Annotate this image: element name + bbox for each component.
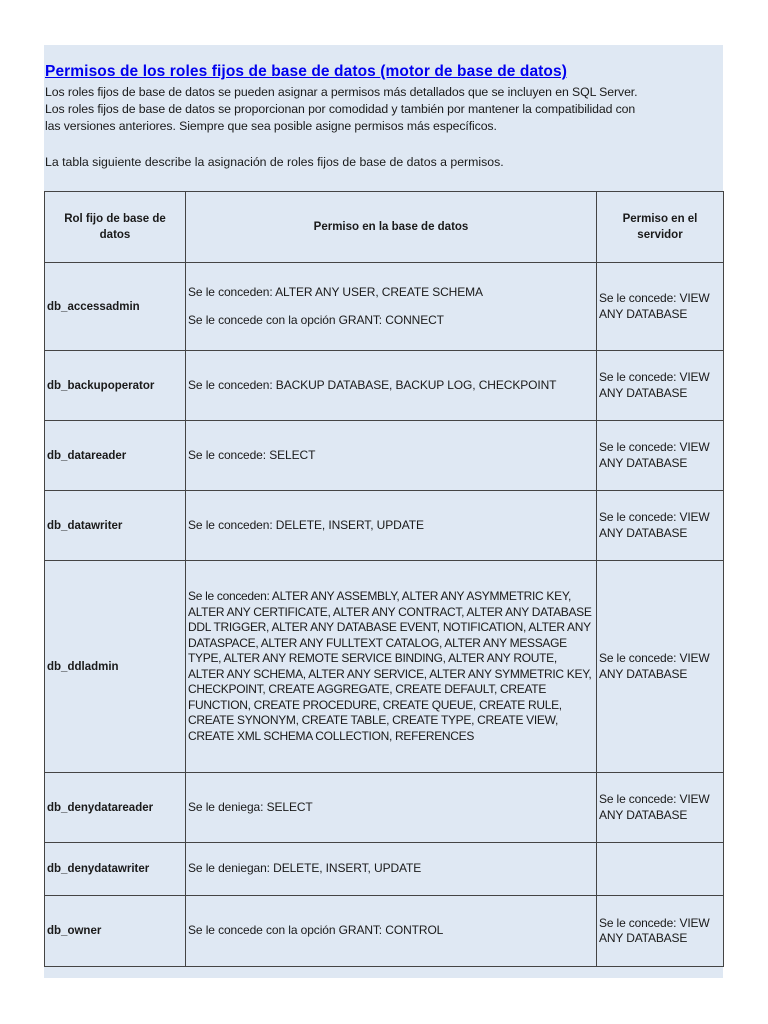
table-header-row <box>45 192 724 263</box>
role-name: db_denydatawriter <box>45 843 186 896</box>
table-row <box>45 773 724 843</box>
table-row <box>45 491 724 561</box>
table-row <box>45 421 724 491</box>
intro-line: Los roles fijos de base de datos se proporcionan por comodidad y también por mantener la compatibilidad con <box>45 102 636 116</box>
server-permission: Se le concede: VIEW ANY DATABASE <box>597 421 724 491</box>
server-permission: Se le concede: VIEW ANY DATABASE <box>597 896 724 967</box>
intro-paragraph <box>45 84 725 135</box>
db-permission-text: Se le conceden: DELETE, INSERT, UPDATE <box>186 491 597 561</box>
db-permission-cell <box>186 263 597 351</box>
table-row <box>45 843 724 896</box>
server-permission: Se le concede: VIEW ANY DATABASE <box>597 561 724 773</box>
page-title-link[interactable]: Permisos de los roles fijos de base de datos (motor de base de datos) <box>45 63 567 80</box>
db-permission-text: Se le conceden: ALTER ANY USER, CREATE SCHEMA <box>188 284 483 299</box>
header-server-permission: Permiso en el servidor <box>597 192 724 263</box>
table-row <box>45 896 724 967</box>
db-permission-text: Se le deniega: SELECT <box>186 773 597 843</box>
db-permission-text: Se le deniegan: DELETE, INSERT, UPDATE <box>186 843 597 896</box>
table-row <box>45 263 724 351</box>
db-permission-text: Se le concede con la opción GRANT: CONNECT <box>188 313 444 327</box>
header-db-permission: Permiso en la base de datos <box>186 192 597 263</box>
role-name: db_owner <box>45 896 186 967</box>
server-permission: Se le concede: VIEW ANY DATABASE <box>597 351 724 421</box>
role-name: db_backupoperator <box>45 351 186 421</box>
role-name: db_datawriter <box>45 491 186 561</box>
role-name: db_datareader <box>45 421 186 491</box>
role-name: db_denydatareader <box>45 773 186 843</box>
server-permission <box>597 843 724 896</box>
roles-permissions-table <box>44 191 724 967</box>
server-permission: Se le concede: VIEW ANY DATABASE <box>597 263 724 351</box>
table-description: La tabla siguiente describe la asignación de roles fijos de base de datos a permisos. <box>45 155 504 169</box>
db-permission-text: Se le conceden: ALTER ANY ASSEMBLY, ALTER ANY ASYMMETRIC KEY, ALTER ANY CERTIFICATE, ALTER ANY CONTRACT, ALTER ANY DATABASE DDL TRIGGER, ALTER ANY DATABASE EVENT, NOTIFICATION, ALTER ANY DATASPACE, ALTER ANY FULLTEXT CATALOG, ALTER ANY MESSAGE TYPE, ALTER ANY REMOTE SERVICE BINDING, ALTER ANY ROUTE, ALTER ANY SCHEMA, ALTER ANY SERVICE, ALTER ANY SYMMETRIC KEY, CHECKPOINT, CREATE AGGREGATE, CREATE DEFAULT, CREATE FUNCTION, CREATE PROCEDURE, CREATE QUEUE, CREATE RULE, CREATE SYNONYM, CREATE TABLE, CREATE TYPE, CREATE VIEW, CREATE XML SCHEMA COLLECTION, REFERENCES <box>186 561 597 773</box>
table-row <box>45 561 724 773</box>
role-name: db_accessadmin <box>45 263 186 351</box>
db-permission-text: Se le concede con la opción GRANT: CONTROL <box>186 896 597 967</box>
table-row <box>45 351 724 421</box>
role-name: db_ddladmin <box>45 561 186 773</box>
db-permission-text: Se le concede: SELECT <box>186 421 597 491</box>
intro-line: Los roles fijos de base de datos se pueden asignar a permisos más detallados que se incluyen en SQL Server. <box>45 85 638 99</box>
server-permission: Se le concede: VIEW ANY DATABASE <box>597 491 724 561</box>
header-role: Rol fijo de base de datos <box>45 192 186 263</box>
db-permission-text: Se le conceden: BACKUP DATABASE, BACKUP LOG, CHECKPOINT <box>186 351 597 421</box>
intro-line: las versiones anteriores. Siempre que sea posible asigne permisos más específicos. <box>45 119 497 133</box>
server-permission: Se le concede: VIEW ANY DATABASE <box>597 773 724 843</box>
